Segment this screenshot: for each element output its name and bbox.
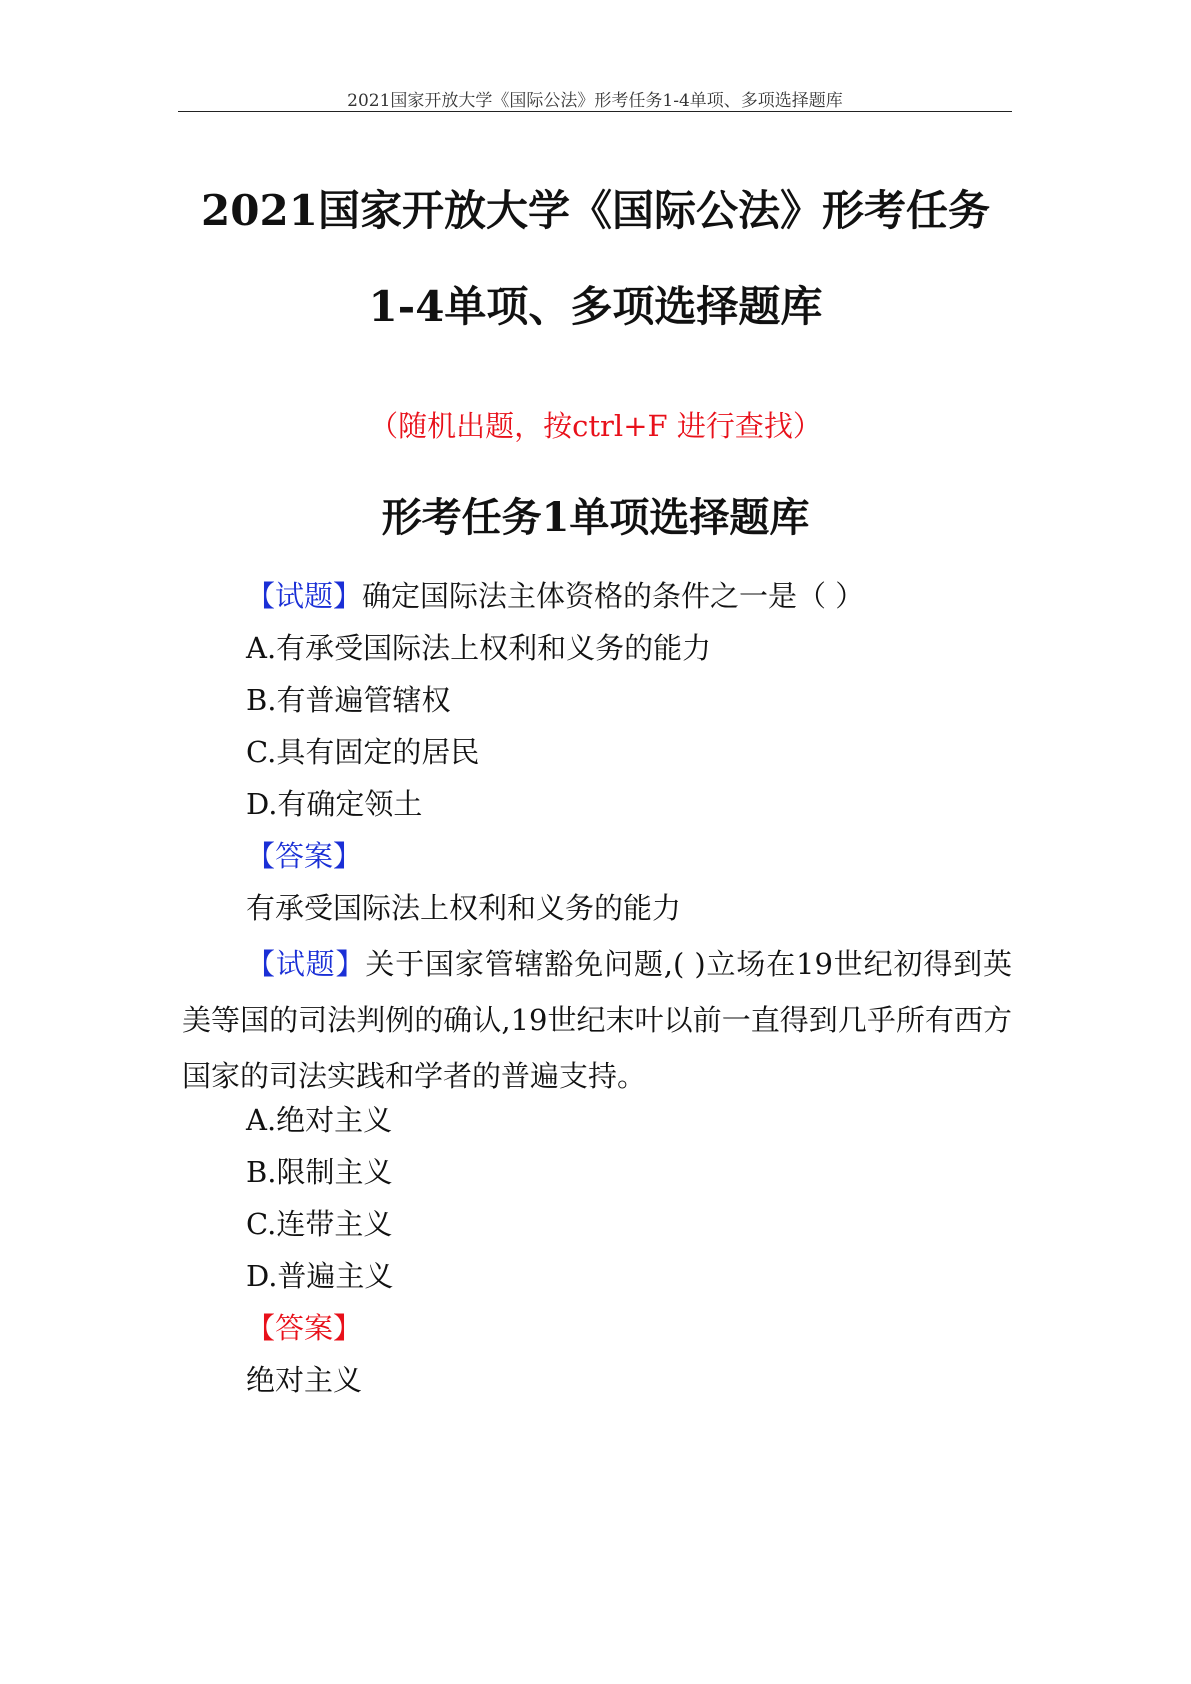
option-b: B.限制主义 [246, 1155, 393, 1189]
running-header: 2021国家开放大学《国际公法》形考任务1-4单项、多项选择题库 [347, 91, 843, 111]
option-d: D.普遍主义 [246, 1259, 394, 1293]
question-2 [182, 936, 1012, 1104]
option-b: B.有普遍管辖权 [246, 683, 451, 717]
question-text: 确定国际法主体资格的条件之一是（ ） [362, 579, 865, 613]
answer-tag [246, 1308, 1076, 1348]
document-title-line-1: 2021国家开放大学《国际公法》形考任务 [201, 186, 990, 235]
option-a: A.有承受国际法上权利和义务的能力 [246, 631, 712, 665]
section-title: 形考任务1单项选择题库 [381, 494, 810, 541]
option-c: C.具有固定的居民 [246, 735, 480, 769]
answer-tag [246, 836, 1076, 876]
option-a: A.绝对主义 [246, 1103, 393, 1137]
answer-label: 【答案】 [246, 1311, 363, 1345]
question-tag: 【试题】 [246, 579, 363, 613]
option-d: D.有确定领土 [246, 787, 423, 821]
question-1 [246, 576, 1076, 616]
document-title-line-2: 1-4单项、多项选择题库 [368, 282, 823, 331]
option-c: C.连带主义 [246, 1207, 393, 1241]
question-text: 关于国家管辖豁免问题,( )立场在19世纪初得到英美等国的司法判例的确认,19世纪末叶以前一直得到几乎所有西方国家的司法实践和学者的普遍支持。 [182, 947, 1012, 1093]
question-tag: 【试题】 [246, 947, 366, 981]
answer-text: 绝对主义 [246, 1363, 363, 1397]
answer-text: 有承受国际法上权利和义务的能力 [246, 891, 682, 925]
header-divider [178, 111, 1012, 112]
search-hint: （随机出题，按ctrl+F 进行查找） [369, 409, 822, 443]
answer-label: 【答案】 [246, 839, 363, 873]
